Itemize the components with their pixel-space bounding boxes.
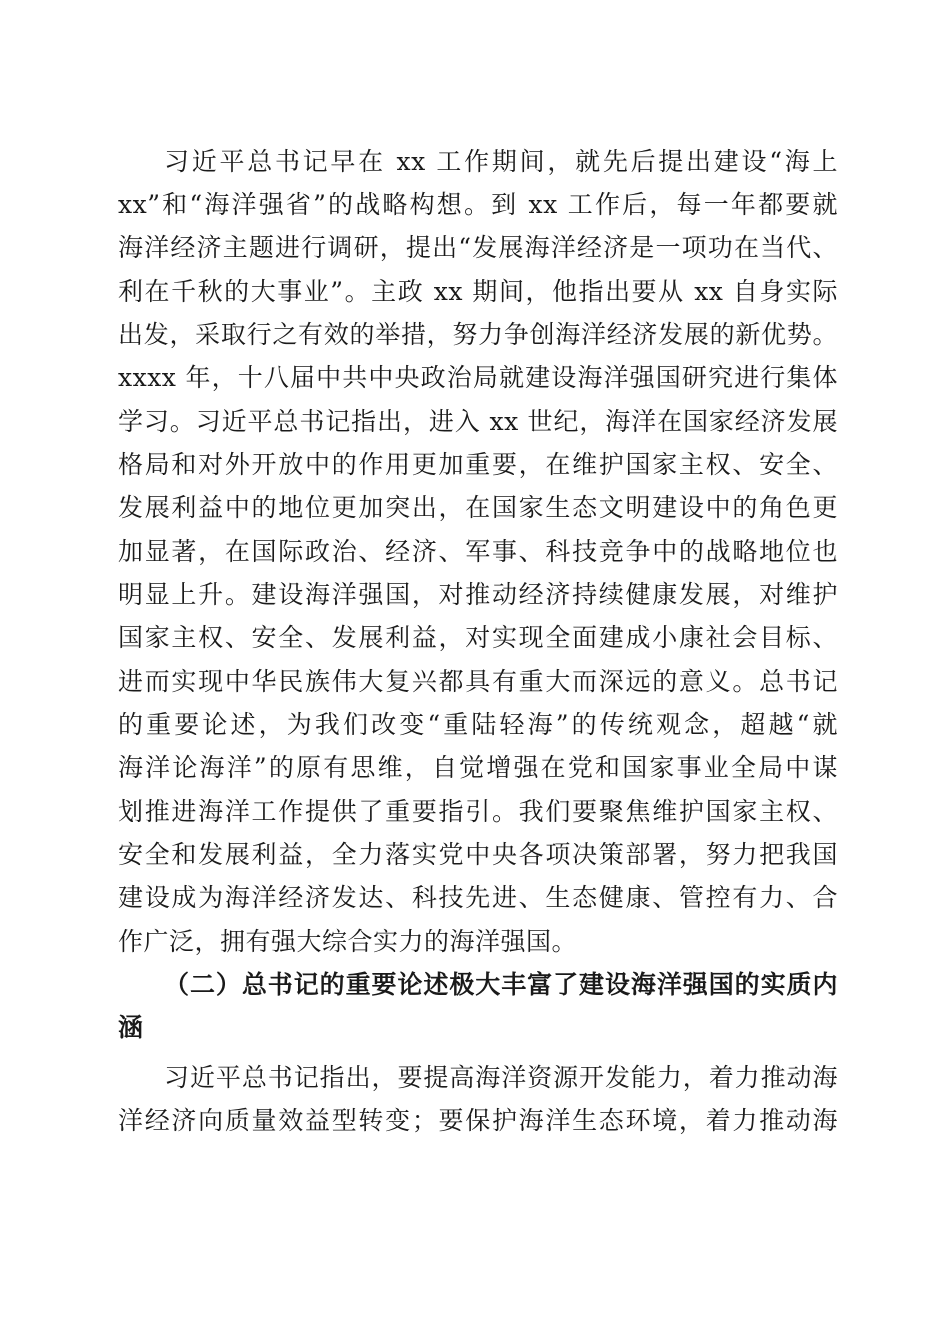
paragraph-line: 加显著，在国际政治、经济、军事、科技竞争中的战略地位也 (118, 537, 838, 566)
paragraph-line: 利在千秋的大事业”。主政 xx 期间，他指出要从 xx 自身实际 (118, 277, 838, 306)
paragraph-line: 进而实现中华民族伟大复兴都具有重大而深远的意义。总书记 (118, 667, 838, 696)
paragraph-line: 发展利益中的地位更加突出，在国家生态文明建设中的角色更 (118, 493, 838, 522)
section-heading: （二）总书记的重要论述极大丰富了建设海洋强国的实质内 (164, 970, 838, 999)
paragraph-line: 习近平总书记早在 xx 工作期间，就先后提出建设“海上 (164, 147, 838, 176)
paragraph-line: 作广泛，拥有强大综合实力的海洋强国。 (118, 927, 578, 956)
section-heading-continued: 涵 (118, 1013, 144, 1042)
paragraph-line: 海洋论海洋”的原有思维，自觉增强在党和国家事业全局中谋 (118, 753, 838, 782)
paragraph-line: 学习。习近平总书记指出，进入 xx 世纪，海洋在国家经济发展 (118, 407, 838, 436)
paragraph-line: xxxx 年，十八届中共中央政治局就建设海洋强国研究进行集体 (118, 363, 838, 392)
paragraph-line: xx”和“海洋强省”的战略构想。到 xx 工作后，每一年都要就 (118, 190, 838, 219)
paragraph-line: 海洋经济主题进行调研，提出“发展海洋经济是一项功在当代、 (118, 233, 838, 262)
paragraph-line: 安全和发展利益，全力落实党中央各项决策部署，努力把我国 (118, 840, 838, 869)
paragraph-line: 洋经济向质量效益型转变；要保护海洋生态环境，着力推动海 (118, 1106, 838, 1135)
paragraph-line: 划推进海洋工作提供了重要指引。我们要聚焦维护国家主权、 (118, 797, 838, 826)
paragraph-line: 明显上升。建设海洋强国，对推动经济持续健康发展，对维护 (118, 580, 838, 609)
paragraph-line: 习近平总书记指出，要提高海洋资源开发能力，着力推动海 (164, 1063, 838, 1092)
paragraph-line: 的重要论述，为我们改变“重陆轻海”的传统观念，超越“就 (118, 710, 838, 739)
paragraph-line: 国家主权、安全、发展利益，对实现全面建成小康社会目标、 (118, 623, 838, 652)
paragraph-line: 建设成为海洋经济发达、科技先进、生态健康、管控有力、合 (118, 883, 838, 912)
paragraph-line: 格局和对外开放中的作用更加重要，在维护国家主权、安全、 (118, 450, 838, 479)
paragraph-line: 出发，采取行之有效的举措，努力争创海洋经济发展的新优势。 (118, 320, 838, 349)
